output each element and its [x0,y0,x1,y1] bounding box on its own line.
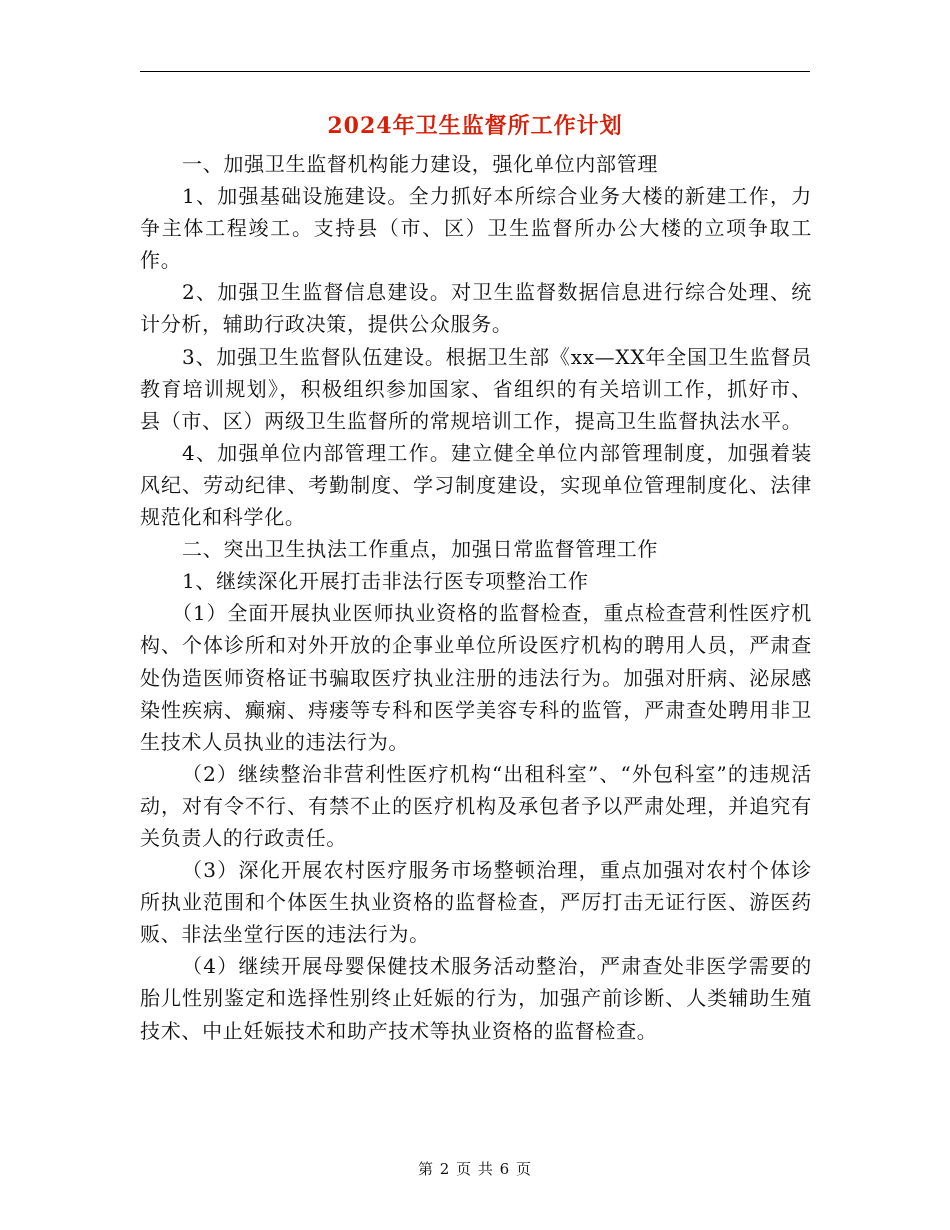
paragraph-item-4: （4）继续开展母婴保健技术服务活动整治，严肃查处非医学需要的胎儿性别鉴定和选择性别终止妊娠的行为，加强产前诊断、人类辅助生殖技术、中止妊娠技术和助产技术等执业资格的监督检查。 [140,954,812,1043]
page-number: 第 2 页 共 6 页 [418,1160,532,1178]
section-heading-1: 一、加强卫生监督机构能力建设，强化单位内部管理 [182,152,659,176]
paragraph-infrastructure: 1、加强基础设施建设。全力抓好本所综合业务大楼的新建工作，力争主体工程竣工。支持县（市、区）卫生监督所办公大楼的立项争取工作。 [140,184,812,273]
paragraph-item-1: （1）全面开展执业医师执业资格的监督检查，重点检查营利性医疗机构、个体诊所和对外开放的企事业单位所设医疗机构的聘用人员，严肃查处伪造医师资格证书骗取医疗执业注册的违法行为。加强对肝病、泌尿感染性疾病、癫痫、痔瘘等专科和医学美容专科的监管，严肃查处聘用非卫生技术人员执业的违法行为。 [140,601,812,754]
paragraph-team-building: 3、加强卫生监督队伍建设。根据卫生部《xx—XX年全国卫生监督员教育培训规划》，积极组织参加国家、省组织的有关培训工作，抓好市、县（市、区）两级卫生监督所的常规培训工作，提高卫生监督执法水平。 [140,344,812,433]
document-body [140,148,812,1047]
paragraph-internal-management: 4、加强单位内部管理工作。建立健全单位内部管理制度，加强着装风纪、劳动纪律、考勤制度、学习制度建设，实现单位管理制度化、法律规范化和科学化。 [140,440,812,530]
header-rule [140,71,810,72]
paragraph-item-2: （2）继续整治非营利性医疗机构“出租科室”、“外包科室”的违规活动，对有令不行、有禁不止的医疗机构及承包者予以严肃处理，并追究有关负责人的行政责任。 [140,761,812,850]
paragraph-information: 2、加强卫生监督信息建设。对卫生监督数据信息进行综合处理、统计分析，辅助行政决策，提供公众服务。 [140,280,812,337]
subsection-heading-1: 1、继续深化开展打击非法行医专项整治工作 [182,569,589,594]
paragraph-item-3: （3）深化开展农村医疗服务市场整顿治理，重点加强对农村个体诊所执业范围和个体医生执业资格的监督检查，严厉打击无证行医、游医药贩、非法坐堂行医的违法行为。 [140,858,812,947]
section-heading-2: 二、突出卫生执法工作重点，加强日常监督管理工作 [182,537,659,562]
document-title: 2024年卫生监督所工作计划 [327,113,623,139]
